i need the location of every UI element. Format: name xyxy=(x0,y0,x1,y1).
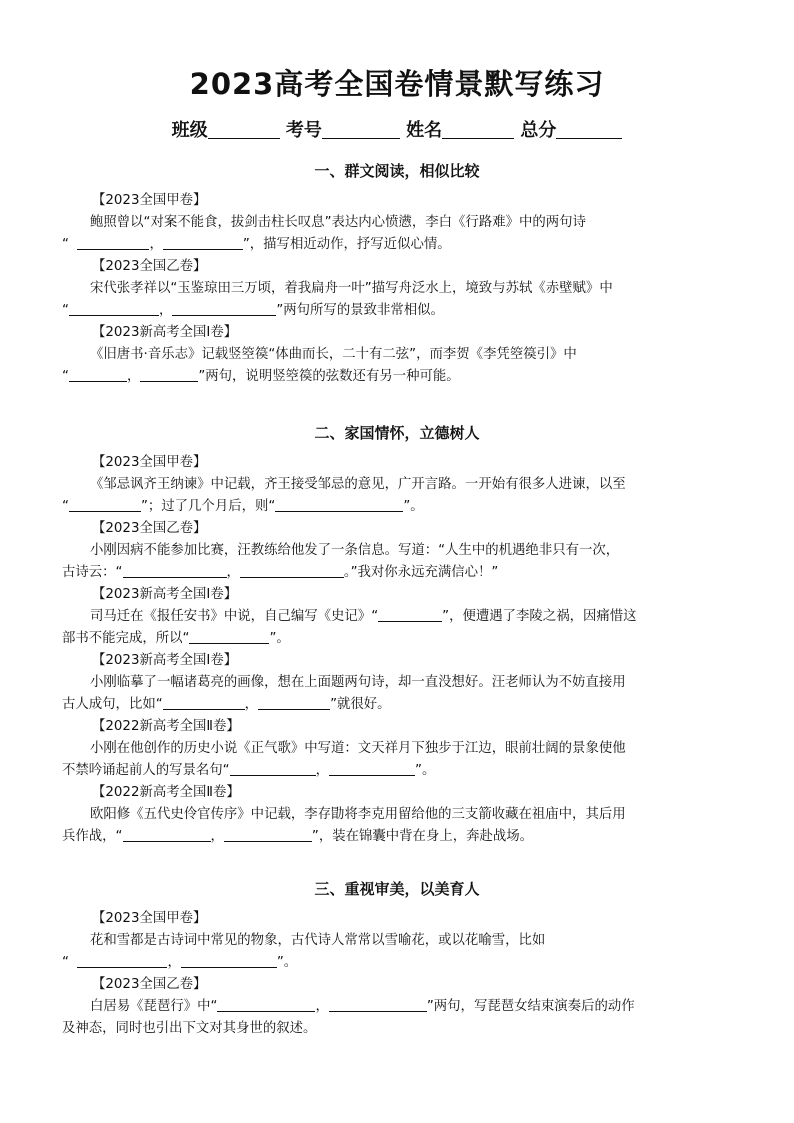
answer-blank[interactable] xyxy=(189,629,269,644)
answer-blank[interactable] xyxy=(123,563,227,578)
answer-blank[interactable] xyxy=(217,997,315,1012)
answer-line: “ ， ”两句，说明竖箜篌的弦数还有另一种可能。 xyxy=(62,369,460,384)
answer-blank[interactable] xyxy=(329,997,427,1012)
student-info-line xyxy=(0,116,794,142)
source-tag: 【2023新高考全国Ⅰ卷】 xyxy=(92,587,238,602)
question-text: 宋代张孝祥以“玉鉴琼田三万顷，着我扁舟一叶”描写舟泛水上，境致与苏轼《赤壁赋》中 xyxy=(90,281,613,296)
question-text: 白居易《琵琶行》中“ ， ”两句，写琵琶女结束演奏后的动作 xyxy=(90,999,635,1014)
name-label: 姓名 xyxy=(406,120,443,141)
answer-blank[interactable] xyxy=(230,761,316,776)
source-tag: 【2023全国甲卷】 xyxy=(92,455,207,470)
source-tag: 【2023全国甲卷】 xyxy=(92,911,207,926)
answer-blank[interactable] xyxy=(224,827,312,842)
answer-blank[interactable] xyxy=(275,497,403,512)
source-tag: 【2023全国乙卷】 xyxy=(92,521,207,536)
page-title: 2023高考全国卷情景默写练习 xyxy=(189,67,605,101)
source-tag: 【2023全国甲卷】 xyxy=(92,193,207,208)
section-heading: 三、重视审美，以美育人 xyxy=(314,880,480,898)
answer-line: “ ”；过了几个月后，则“ ”。 xyxy=(62,499,424,514)
answer-line: 古诗云：“ ， 。”我对你永远充满信心！” xyxy=(62,565,499,580)
question-text: 鲍照曾以“对案不能食，拔剑击柱长叹息”表达内心愤懑，李白《行路难》中的两句诗 xyxy=(90,215,586,230)
answer-blank[interactable] xyxy=(77,235,149,250)
score-label: 总分 xyxy=(520,120,557,141)
source-tag: 【2023新高考全国Ⅰ卷】 xyxy=(92,325,238,340)
source-tag: 【2022新高考全国Ⅱ卷】 xyxy=(92,785,240,800)
answer-blank[interactable] xyxy=(378,607,442,622)
question-text: 小刚临摹了一幅诸葛亮的画像，想在上面题两句诗，却一直没想好。汪老师认为不妨直接用 xyxy=(90,675,626,690)
answer-blank[interactable] xyxy=(181,953,277,968)
answer-blank[interactable] xyxy=(77,953,167,968)
answer-line: “ ， ”两句所写的景致非常相似。 xyxy=(62,303,444,318)
answer-line: 兵作战，“ ， ”，装在锦囊中背在身上，奔赴战场。 xyxy=(62,829,534,844)
question-text: 花和雪都是古诗词中常见的物象，古代诗人常常以雪喻花，或以花喻雪，比如 xyxy=(90,933,546,948)
question-text: 及神态，同时也引出下文对其身世的叙述。 xyxy=(62,1021,317,1036)
source-tag: 【2023全国乙卷】 xyxy=(92,259,207,274)
answer-blank[interactable] xyxy=(69,301,159,316)
answer-blank[interactable] xyxy=(329,761,415,776)
answer-blank[interactable] xyxy=(240,563,344,578)
question-text: 小刚在他创作的历史小说《正气歌》中写道：文天祥月下独步于江边，眼前壮阔的景象使他 xyxy=(90,741,626,756)
answer-line: 古人成句，比如“ ， ”就很好。 xyxy=(62,697,391,712)
score-blank[interactable] xyxy=(556,120,622,139)
answer-blank[interactable] xyxy=(69,367,127,382)
answer-blank[interactable] xyxy=(163,695,245,710)
exam-no-label: 考号 xyxy=(285,120,322,141)
source-tag: 【2023全国乙卷】 xyxy=(92,977,207,992)
answer-blank[interactable] xyxy=(123,827,211,842)
section-heading: 二、家国情怀，立德树人 xyxy=(314,424,480,442)
exam-no-blank[interactable] xyxy=(322,120,400,139)
answer-blank[interactable] xyxy=(163,235,243,250)
question-text: 司马迁在《报任安书》中说，自己编写《史记》“ ”，便遭遇了李陵之祸，因痛惜这 xyxy=(90,609,637,624)
section-heading: 一、群文阅读，相似比较 xyxy=(314,162,480,180)
name-blank[interactable] xyxy=(442,120,514,139)
question-text: 《邹忌讽齐王纳谏》中记载，齐王接受邹忌的意见，广开言路。一开始有很多人进谏，以至 xyxy=(90,477,626,492)
answer-blank[interactable] xyxy=(258,695,330,710)
answer-blank[interactable] xyxy=(172,301,276,316)
source-tag: 【2022新高考全国Ⅱ卷】 xyxy=(92,719,240,734)
answer-line: 部书不能完成，所以“ ”。 xyxy=(62,631,290,646)
class-blank[interactable] xyxy=(208,120,280,139)
answer-blank[interactable] xyxy=(140,367,198,382)
answer-blank[interactable] xyxy=(69,497,141,512)
answer-line: “ ， ”，描写相近动作，抒写近似心情。 xyxy=(62,237,451,252)
answer-line: 不禁吟诵起前人的写景名句“ ， ”。 xyxy=(62,763,436,778)
answer-line: “ ， ”。 xyxy=(62,955,298,970)
question-text: 《旧唐书·音乐志》记载竖箜篌“体曲而长，二十有二弦”，而李贺《李凭箜篌引》中 xyxy=(90,347,577,362)
source-tag: 【2023新高考全国Ⅰ卷】 xyxy=(92,653,238,668)
question-text: 小刚因病不能参加比赛，汪教练给他发了一条信息。写道：“人生中的机遇绝非只有一次， xyxy=(90,543,620,558)
class-label: 班级 xyxy=(171,120,208,141)
question-text: 欧阳修《五代史伶官传序》中记载，李存勖将李克用留给他的三支箭收藏在祖庙中，其后用 xyxy=(90,807,626,822)
